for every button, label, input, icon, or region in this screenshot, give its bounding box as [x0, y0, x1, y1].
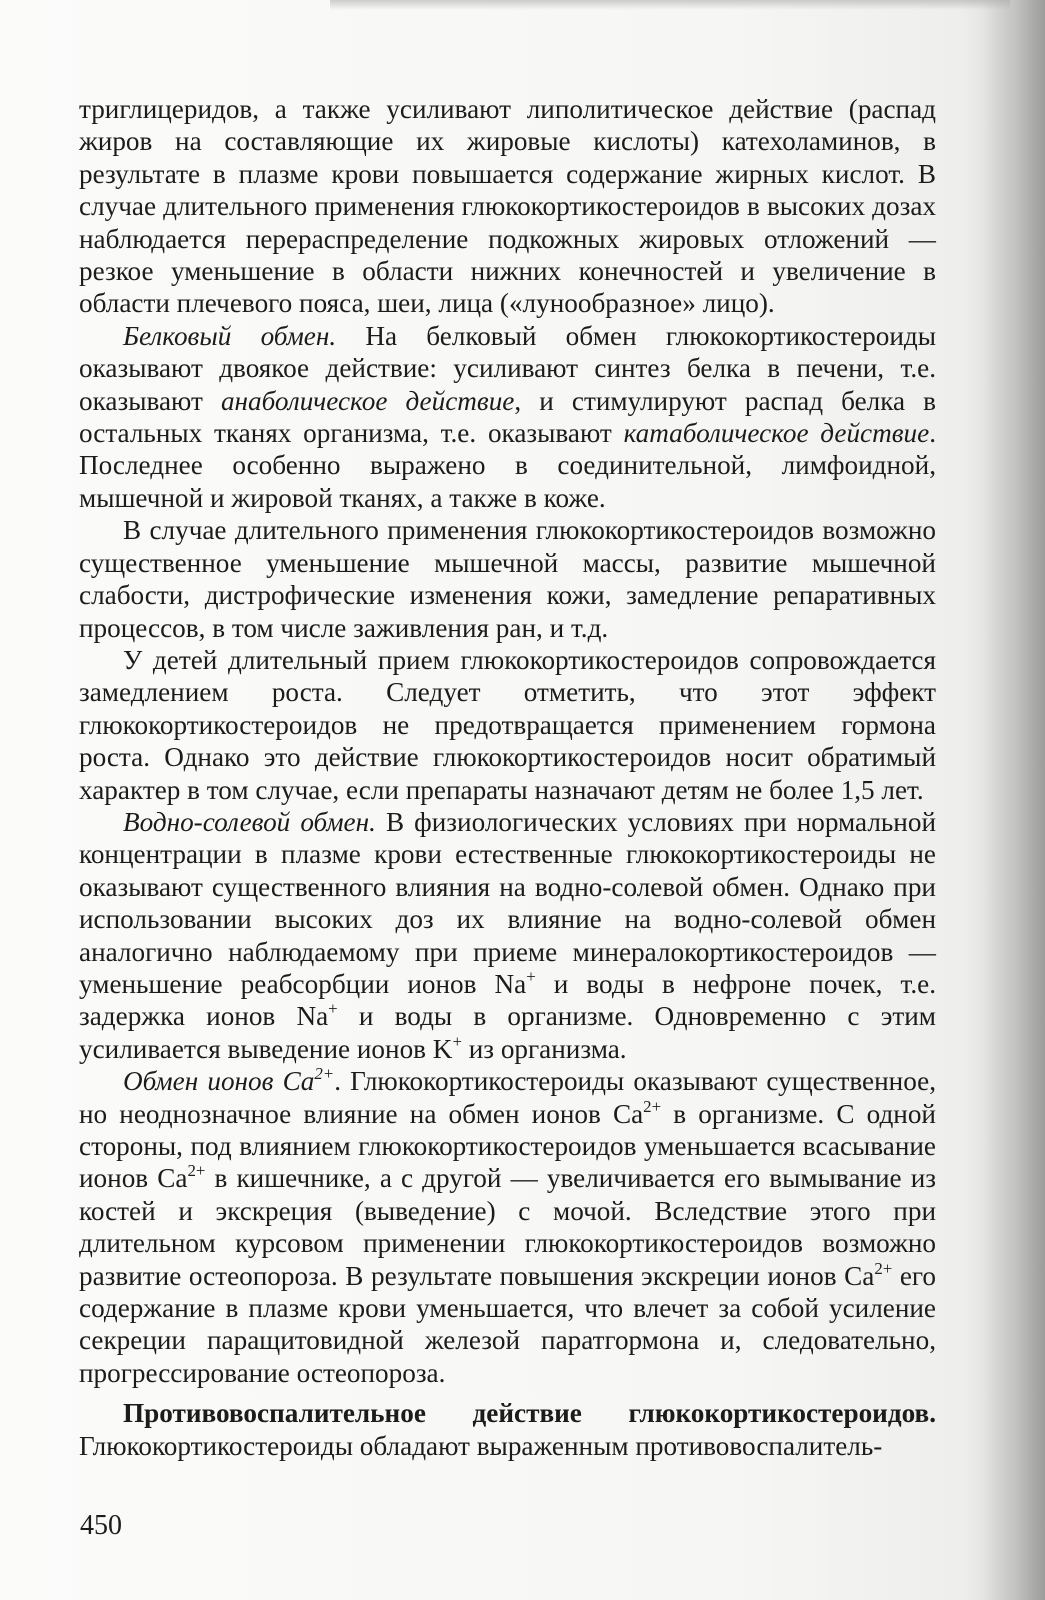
paragraph-muscle-effects: В случае длительного применения глюкокортикостероидов возможно существенное уменьшение мышечной массы, развитие мышечной слабости, дистрофические изменения кожи, замедление репаративных процессов, в том числе заживления ран, и т.д.	[79, 515, 936, 643]
superscript-charge: 2+	[187, 1161, 206, 1181]
paragraph-water-salt-metabolism	[79, 806, 936, 1065]
run-in-heading-water-salt: Водно-солевой обмен.	[123, 806, 376, 837]
emphasis-catabolic: катаболическое действие	[623, 418, 930, 449]
superscript-charge: 2+	[643, 1096, 662, 1116]
paragraph-text: Глюкокортикостероиды обладают выраженным противовоспалитель-	[79, 1430, 883, 1461]
page-binding-shadow	[983, 0, 1045, 1600]
run-in-heading-text: Обмен ионов Ca	[123, 1066, 315, 1097]
paragraph-text: и воды в нефроне почек, т.е. задержка ионов Na	[79, 968, 937, 1032]
paragraph-text: . Глюкокортикостероиды оказывают существенное, но неоднозначное влияние на обмен ионов Ca	[79, 1066, 936, 1129]
paragraph-anti-inflammatory	[79, 1397, 936, 1462]
paragraph-text: и воды в организме. Одновременно с этим усиливается выведение ионов K	[79, 1001, 936, 1064]
paragraph-text: его содержание в плазме крови уменьшается, что влечет за собой усиление секреции паращитовидной железой паратгормона и, следовательно, прогрессирование остеопороза.	[79, 1260, 937, 1388]
page-top-edge-shadow	[330, 0, 1010, 10]
paragraph-lipid-continuation: триглицеридов, а также усиливают липолитическое действие (распад жиров на составляющие их жировые кислоты) катехоламинов, в результате в плазме крови повышается содержание жирных кислот. В случае длительного применения глюкокортикостероидов в высоких дозах наблюдается перераспределение подкожных жировых отложений — резкое уменьшение в области нижних конечностей и увеличение в области плечевого пояса, шеи, лица («лунообразное» лицо).	[79, 94, 936, 319]
superscript-charge: +	[328, 999, 338, 1019]
paragraph-text: , и стимулируют распад белка в остальных тканях организма, т.е. оказывают	[79, 385, 937, 449]
body-text	[79, 93, 936, 1462]
page-number: 450	[80, 1510, 122, 1541]
superscript-charge: +	[452, 1031, 462, 1051]
run-in-heading-calcium	[123, 1066, 334, 1096]
emphasis-anabolic: анаболическое действие	[220, 385, 515, 416]
paragraph-calcium-metabolism	[79, 1065, 936, 1389]
paragraph-text: в организме. С одной стороны, под влиянием глюкокортикостероидов уменьшается всасывание ионов Ca	[79, 1098, 936, 1194]
superscript-charge: 2+	[314, 1064, 335, 1084]
paragraph-children-growth: У детей длительный прием глюкокортикостероидов сопровождается замедлением роста. Следует отметить, что этот эффект глюкокортикостероидов не предотвращается применением гормона роста. Однако это действие глюкокортикостероидов носит обратимый характер в том случае, если препараты назначают детям не более 1,5 лет.	[79, 644, 936, 805]
paragraph-text: В физиологических условиях при нормальной концентрации в плазме крови естественные глюкокортикостероиды не оказывают существенного влияния на водно-солевой обмен. Однако при использовании высоких доз их влияние на водно-солевой обмен аналогично наблюдаемому при приеме минералокортикостероидов — уменьшение реабсорбции ионов Na	[79, 806, 936, 999]
paragraph-protein-metabolism	[79, 320, 936, 514]
paragraph-text: в кишечнике, а с другой — увеличивается его вымывание из костей и экскреция (выведение) с мочой. Вследствие этого при длительном курсовом применении глюкокортикостероидов возможно развитие остеопороза. В результате повышения экскреции ионов Ca	[79, 1163, 936, 1291]
superscript-charge: 2+	[874, 1258, 893, 1278]
run-in-heading-protein: Белковый обмен.	[123, 320, 337, 351]
paragraph-text: На белковый обмен глюкокортикостероиды оказывают двоякое действие: усиливают синтез белка в печени, т.е. оказывают	[79, 320, 936, 416]
paragraph-text: . Последнее особенно выражено в соединительной, лимфоидной, мышечной и жировой тканях, а также в коже.	[79, 418, 936, 513]
section-heading-anti-inflammatory: Противовоспалительное действие глюкокортикостероидов.	[123, 1398, 936, 1429]
paragraph-text: из организма.	[461, 1033, 627, 1064]
superscript-charge: +	[526, 967, 536, 987]
